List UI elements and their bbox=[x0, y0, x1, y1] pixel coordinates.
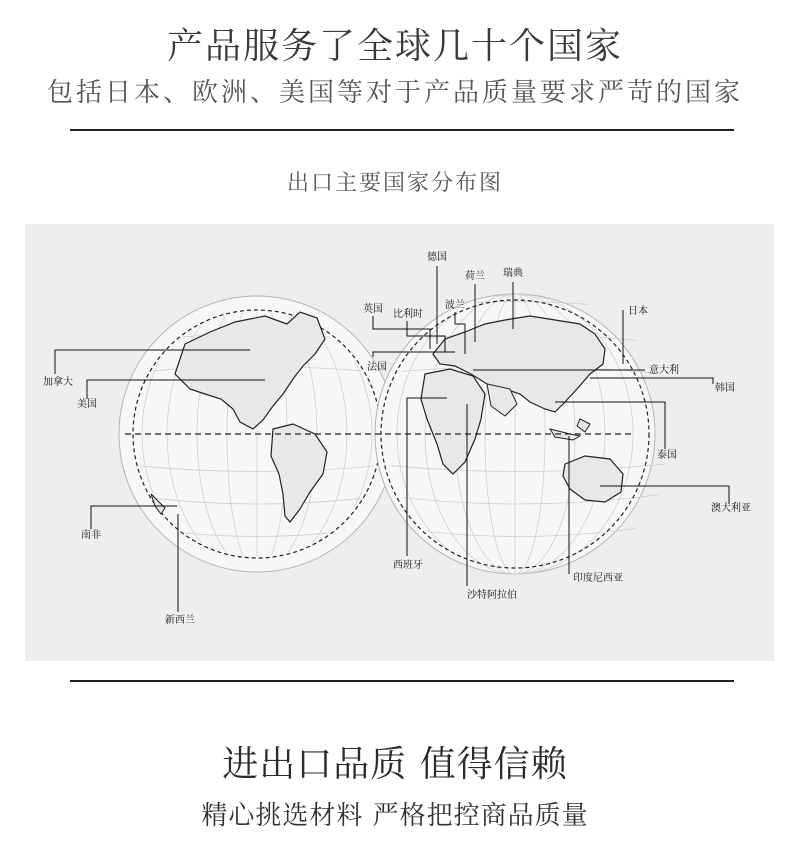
page-subtitle: 包括日本、欧洲、美国等对于产品质量要求严苛的国家 bbox=[46, 78, 743, 108]
label-netherlands: 荷兰 bbox=[465, 271, 485, 282]
label-indonesia: 印度尼西亚 bbox=[573, 573, 623, 584]
slogan-sub: 精心挑选材料 严格把控商品质量 bbox=[201, 801, 589, 831]
label-italy: 意大利 bbox=[649, 365, 679, 376]
label-south-africa: 南非 bbox=[81, 530, 101, 541]
label-usa: 美国 bbox=[77, 399, 97, 410]
label-japan: 日本 bbox=[628, 306, 648, 317]
label-australia: 澳大利亚 bbox=[711, 503, 751, 514]
label-belgium: 比利时 bbox=[393, 309, 423, 320]
world-map bbox=[25, 224, 774, 661]
world-map-panel bbox=[25, 224, 774, 661]
label-sweden: 瑞典 bbox=[503, 268, 523, 279]
divider-top bbox=[70, 129, 734, 131]
slogan-main: 进出口品质 值得信赖 bbox=[222, 744, 568, 785]
divider-bottom bbox=[70, 680, 734, 682]
label-canada: 加拿大 bbox=[43, 377, 73, 388]
label-poland: 波兰 bbox=[445, 300, 465, 311]
label-thailand: 泰国 bbox=[657, 450, 677, 461]
map-title: 出口主要国家分布图 bbox=[286, 171, 503, 196]
label-germany: 德国 bbox=[427, 252, 447, 263]
page-title: 产品服务了全球几十个国家 bbox=[166, 26, 623, 67]
label-korea: 韩国 bbox=[715, 383, 735, 394]
label-saudi-arabia: 沙特阿拉伯 bbox=[467, 590, 517, 601]
label-uk: 英国 bbox=[363, 304, 383, 315]
label-france: 法国 bbox=[367, 362, 387, 373]
label-new-zealand: 新西兰 bbox=[165, 615, 195, 626]
label-spain: 西班牙 bbox=[393, 560, 423, 571]
